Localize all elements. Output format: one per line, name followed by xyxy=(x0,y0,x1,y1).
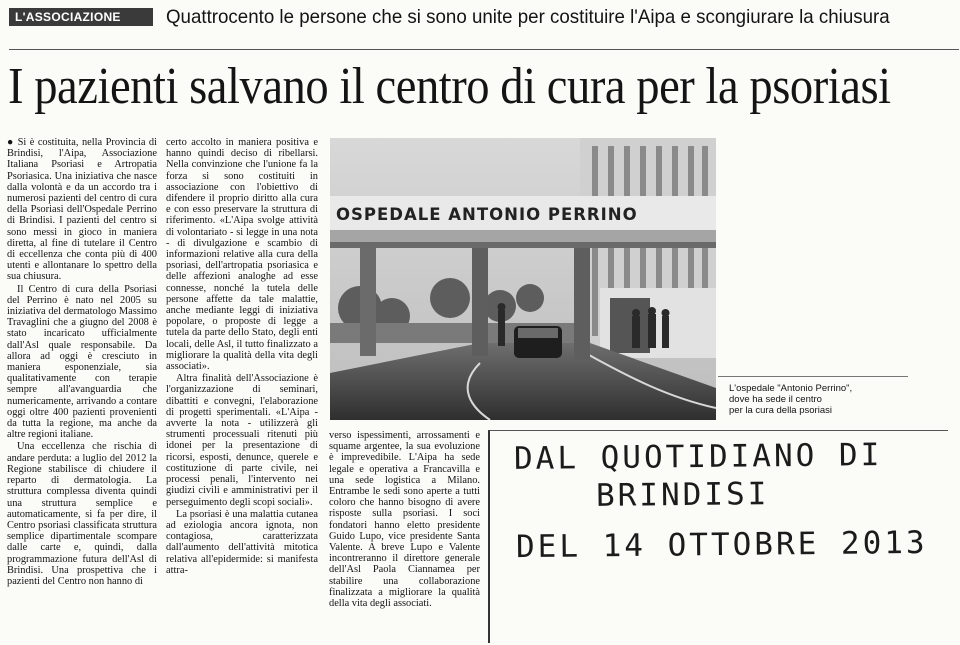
note-line-2: BRINDISI xyxy=(595,476,770,514)
paragraph: certo accolto in maniera positiva e hanno quindi deciso di ribellarsi. Nella convinzione che l'unione fa la forza si sono costituiti in associazione con l'obiettivo di difendere il proprio diritto alla cura e con esso preservare la struttura di riferimento. «L'Aipa svolge attività di volontariato - si legge in una nota - di divulgazione e scambio di informazioni relative alla cura della psoriasi, dell'artropatia psoriasica e delle affezioni analoghe ad esse connesse, nonché la tutela delle persone affette da tale malattie, anche mediante leggi di iniziativa popolare, o proposte di legge a tutela da parte dello Stato, degli enti locali, delle Asl, il tutto finalizzato a migliorare la qualità della vita degli associati». xyxy=(166,137,318,373)
note-line-3: DEL 14 OTTOBRE 2013 xyxy=(515,524,928,566)
section-label: L'ASSOCIAZIONE xyxy=(9,8,153,26)
photo-caption: L'ospedale "Antonio Perrino", dove ha sede il centro per la cura della psoriasi xyxy=(729,383,853,416)
subtitle: Quattrocento le persone che si sono unite per costituire l'Aipa e scongiurare la chiusura xyxy=(166,6,890,28)
paragraph: verso ispessimenti, arrossamenti e squame argentee, la sua evoluzione è imprevedibile. L'Aipa ha sede legale e operativa a Francavilla e una sede logistica a Milano. Entrambe le sedi sono aperte a tutti coloro che hanno bisogno di avere risposte sulla psoriasi. I soci fondatori hanno eletto presidente Guido Lupo, vice presidente Santa Valente. A breve Lupo e Valente incontreranno il direttore generale dell'Asl Paola Ciannamea per stabilire una collaborazione finalizzata a migliorare la qualità della vita degli associati. xyxy=(329,430,480,610)
paragraph: La psoriasi è una malattia cutanea ad eziologia ancora ignota, non contagiosa, caratterizzata dall'aumento dell'attività mitotica relativa all'epidermide: si manifesta attra- xyxy=(166,508,318,576)
bullet-icon: ● xyxy=(7,137,18,148)
hospital-sign-text: OSPEDALE ANTONIO PERRINO xyxy=(336,205,638,224)
header-divider xyxy=(9,49,959,50)
paragraph: Altra finalità dell'Associazione è l'organizzazione di seminari, dibattiti e convegni, l'elaborazione di progetti sperimentali. «L'Aipa - avverte la nota - utilizzerà gli strumenti processuali ritenuti più idonei per la presentazione di ricorsi, esposti, denunce, querele e costituzione di parte civile, nei processi penali, l'intervento nei giudizi civili e amministrativi per il perseguimento degli scopi sociali». xyxy=(166,373,318,508)
note-line-1: DAL QUOTIDIANO DI xyxy=(513,437,883,477)
article-column-1 xyxy=(7,137,157,642)
article-column-2 xyxy=(166,137,318,642)
caption-divider xyxy=(718,376,908,377)
headline: I pazienti salvano il centro di cura per la psoriasi xyxy=(8,58,891,115)
paragraph: Il Centro di cura della Psoriasi del Perrino è nato nel 2005 su iniziativa del dermatologo Massimo Travaglini che a giugno del 2008 è stato incaricato ufficialmente dall'Asl quale responsabile. Da allora ad oggi è cresciuto in maniera esponenziale, sia qualitativamente con terapie sempre all'avanguardia che numericamente, arrivando a contare oggi oltre 400 pazienti provenienti da tutta la regione, ma anche da altre regioni italiane. xyxy=(7,283,157,441)
article-column-3 xyxy=(329,430,480,642)
paragraph: ● Si è costituita, nella Provincia di Brindisi, l'Aipa, Associazione Italiana Psoriasi e Artropatia Psoriasica. Una iniziativa che nasce dalla volontà e da un accordo tra i numerosi pazienti del centro di cura della Psoriasi dell'Ospedale Perrino di Brindisi. I pazienti del centro si sono messi in gioco in maniera diretta, al fine di tutelare il Centro di eccellenza che conta più di 400 utenti e allontanare lo spettro della sua chiusura. xyxy=(7,137,157,283)
paragraph: Una eccellenza che rischia di andare perduta: a luglio del 2012 la Regione stabilisce di chiudere il reparto di dermatologia. La struttura complessa diventa quindi una struttura semplice e automaticamente, si fa per dire, il Centro psoriasi classificata struttura semplice dipartimentale scompare dalle carte e, quindi, dalla programmazione futura dell'Asl di Brindisi. Una prospettiva che i pazienti del Centro non hanno di xyxy=(7,441,157,587)
hospital-entrance-illustration xyxy=(330,138,716,420)
hospital-photo xyxy=(330,138,716,420)
handwritten-note xyxy=(488,430,948,643)
